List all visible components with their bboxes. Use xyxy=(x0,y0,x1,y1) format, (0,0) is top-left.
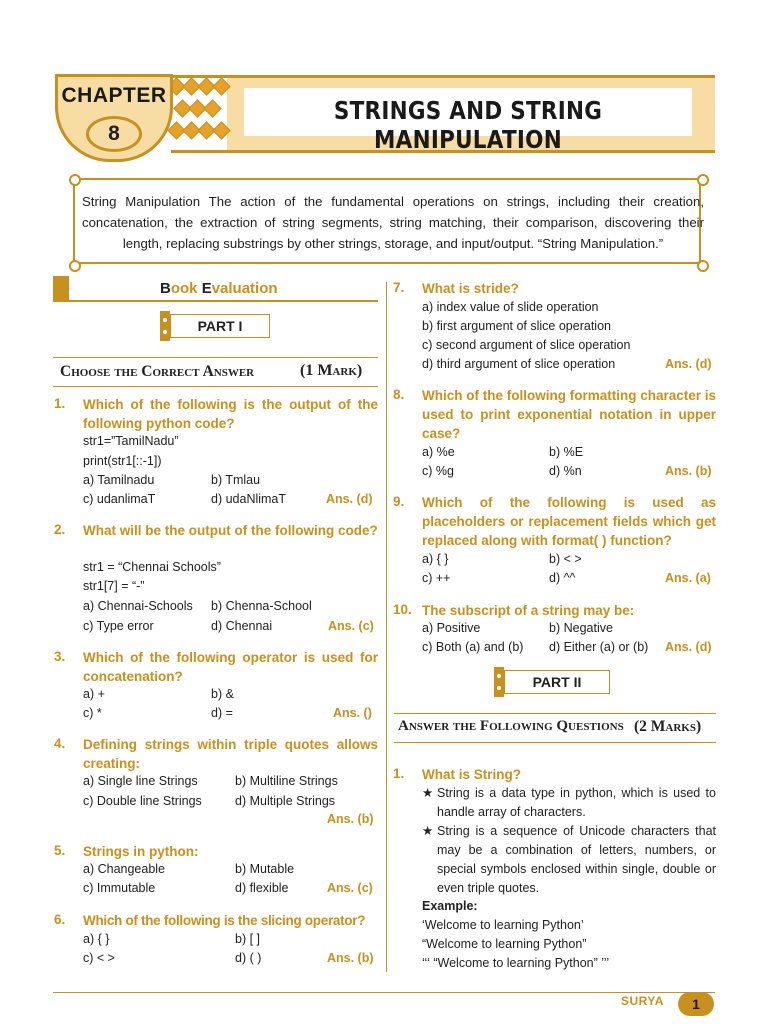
option: c) Both (a) and (b) xyxy=(422,640,524,654)
question-number: 4. xyxy=(54,736,66,751)
option: d) third argument of slice operation xyxy=(422,357,616,371)
question-number: 2. xyxy=(54,522,66,537)
question-number: 1. xyxy=(54,396,66,411)
option: a) Changeable xyxy=(83,862,166,876)
option: b) Tmlau xyxy=(211,473,261,487)
answer: Ans. () xyxy=(333,706,372,720)
chapter-title: STRINGS AND STRING MANIPULATION xyxy=(333,96,603,154)
part-dot xyxy=(163,330,167,334)
book-evaluation-heading: Book Evaluation xyxy=(160,280,278,297)
code-line: str1 = “Chennai Schools” xyxy=(83,560,221,574)
option: c) * xyxy=(83,706,102,720)
intro-corner xyxy=(69,174,81,186)
question-number: 6. xyxy=(54,912,66,927)
option: d) udaNlimaT xyxy=(211,492,287,506)
option: d) = xyxy=(211,706,233,720)
intro-corner xyxy=(697,174,709,186)
question-text: What will be the output of the following code? xyxy=(83,523,378,538)
intro-text: String Manipulation The action of the fundamental operations on strings, including their creation, concatenation, the extraction of string segments, string matching, their comparison, discovering their length, replacing substrings by other strings, storage, and input/output. “String Manipulation.” xyxy=(82,194,704,251)
option: b) first argument of slice operation xyxy=(422,319,611,333)
star-icon: ★ xyxy=(422,786,434,800)
option: b) Mutable xyxy=(235,862,295,876)
part-dot xyxy=(497,674,501,678)
option: a) { } xyxy=(422,552,449,566)
question-text: The subscript of a string may be: xyxy=(422,603,635,618)
option: a) index value of slide operation xyxy=(422,300,599,314)
bullet-text: String is a sequence of Unicode characters that may be a combination of letters, numbers, or special symbols enclosed within single, double or even triple quotes. xyxy=(437,824,716,895)
answer: Ans. (d) xyxy=(665,357,712,371)
answer: Ans. (d) xyxy=(326,492,373,506)
question-text: Which of the following formatting character is used to print exponential notation in upper case? xyxy=(422,388,717,441)
option: b) %E xyxy=(549,445,584,459)
book-eval-rule xyxy=(53,300,378,302)
question-text: What is stride? xyxy=(422,281,519,296)
option: a) Single line Strings xyxy=(83,774,198,788)
option: b) Multiline Strings xyxy=(235,774,338,788)
option: a) Chennai-Schools xyxy=(83,599,193,613)
option: b) [ ] xyxy=(235,932,261,946)
option: c) Type error xyxy=(83,619,154,633)
option: a) Tamilnadu xyxy=(83,473,155,487)
question-number: 8. xyxy=(393,387,405,402)
footer-rule xyxy=(53,992,715,993)
option: a) Positive xyxy=(422,621,481,635)
question-text: Which of the following operator is used for concatenation? xyxy=(83,650,378,684)
part-2-label: PART II xyxy=(504,670,610,694)
code-line: str1[7] = “-” xyxy=(83,579,145,593)
option: c) second argument of slice operation xyxy=(422,338,631,352)
diamond-ornament-top xyxy=(170,80,230,93)
chapter-number: 8 xyxy=(86,116,142,152)
question-number: 3. xyxy=(54,649,66,664)
code-line: str1=”TamilNadu” xyxy=(83,434,179,448)
diamond-ornament-mid xyxy=(176,102,221,115)
code-line: print(str1[::-1]) xyxy=(83,454,162,468)
chapter-label: CHAPTER xyxy=(61,84,167,107)
option: c) < > xyxy=(83,951,115,965)
example-line: ‘‘‘ “Welcome to learning Python” ’’’ xyxy=(422,956,610,970)
answer: Ans. (c) xyxy=(328,619,374,633)
answer: Ans. (d) xyxy=(665,640,712,654)
option: a) + xyxy=(83,687,105,701)
option: b) Negative xyxy=(549,621,613,635)
section-1-marks: (1 Mark) xyxy=(300,362,363,379)
answer: Ans. (a) xyxy=(665,571,711,585)
bullet-text: String is a data type in python, which is used to handle array of characters. xyxy=(437,786,716,819)
footer-brand: SURYA xyxy=(621,994,664,1008)
option: d) Multiple Strings xyxy=(235,794,336,808)
title-rule-top xyxy=(171,75,715,78)
option: d) %n xyxy=(549,464,582,478)
option: c) Immutable xyxy=(83,881,156,895)
option: c) Double line Strings xyxy=(83,794,202,808)
question-text: Strings in python: xyxy=(83,844,199,859)
option: c) %g xyxy=(422,464,454,478)
answer: Ans. (b) xyxy=(327,951,374,965)
option: d) ^^ xyxy=(549,571,576,585)
example-line: “Welcome to learning Python” xyxy=(422,937,587,951)
question-number: 5. xyxy=(54,843,66,858)
section-marker xyxy=(53,276,69,300)
option: b) < > xyxy=(549,552,582,566)
example-label: Example: xyxy=(422,899,478,913)
section-2-marks: (2 Marks) xyxy=(634,718,702,735)
section-1-title: Choose the Correct Answer xyxy=(60,363,255,380)
option: d) flexible xyxy=(235,881,289,895)
column-divider xyxy=(386,282,387,972)
diamond-ornament-bottom xyxy=(170,124,230,137)
part-tab xyxy=(160,311,170,341)
option: b) & xyxy=(211,687,234,701)
part-dot xyxy=(497,686,501,690)
part-1-label: PART I xyxy=(170,314,270,338)
star-icon: ★ xyxy=(422,824,434,838)
option: a) %e xyxy=(422,445,455,459)
question-number: 9. xyxy=(393,494,405,509)
option: a) { } xyxy=(83,932,110,946)
question-text: Which of the following is the slicing operator? xyxy=(83,913,366,928)
option: d) Either (a) or (b) xyxy=(549,640,649,654)
question-text: What is String? xyxy=(422,767,521,782)
question-text: Which of the following is the output of the following python code? xyxy=(83,397,378,431)
option: c) ++ xyxy=(422,571,451,585)
section-2-title: Answer the Following Questions xyxy=(398,718,624,734)
question-number: 7. xyxy=(393,280,405,295)
section-rule xyxy=(53,386,378,387)
intro-corner xyxy=(69,260,81,272)
part-tab xyxy=(494,667,504,697)
question-number: 10. xyxy=(393,602,412,617)
question-text: Defining strings within triple quotes allows creating: xyxy=(83,737,378,771)
example-line: ‘Welcome to learning Python’ xyxy=(422,918,584,932)
option: b) Chenna-School xyxy=(211,599,312,613)
intro-corner xyxy=(697,260,709,272)
section-rule xyxy=(53,357,378,358)
answer: Ans. (c) xyxy=(327,881,373,895)
option: d) ( ) xyxy=(235,951,262,965)
question-number: 1. xyxy=(393,766,405,781)
section-rule xyxy=(394,713,716,714)
answer: Ans. (b) xyxy=(327,812,374,826)
page-number: 1 xyxy=(678,992,714,1016)
question-text: Which of the following is used as placeholders or replacement fields which get replaced along with format( ) function? xyxy=(422,495,716,548)
part-dot xyxy=(163,318,167,322)
option: c) udanlimaT xyxy=(83,492,156,506)
option: d) Chennai xyxy=(211,619,273,633)
answer: Ans. (b) xyxy=(665,464,712,478)
section-rule xyxy=(394,742,716,743)
